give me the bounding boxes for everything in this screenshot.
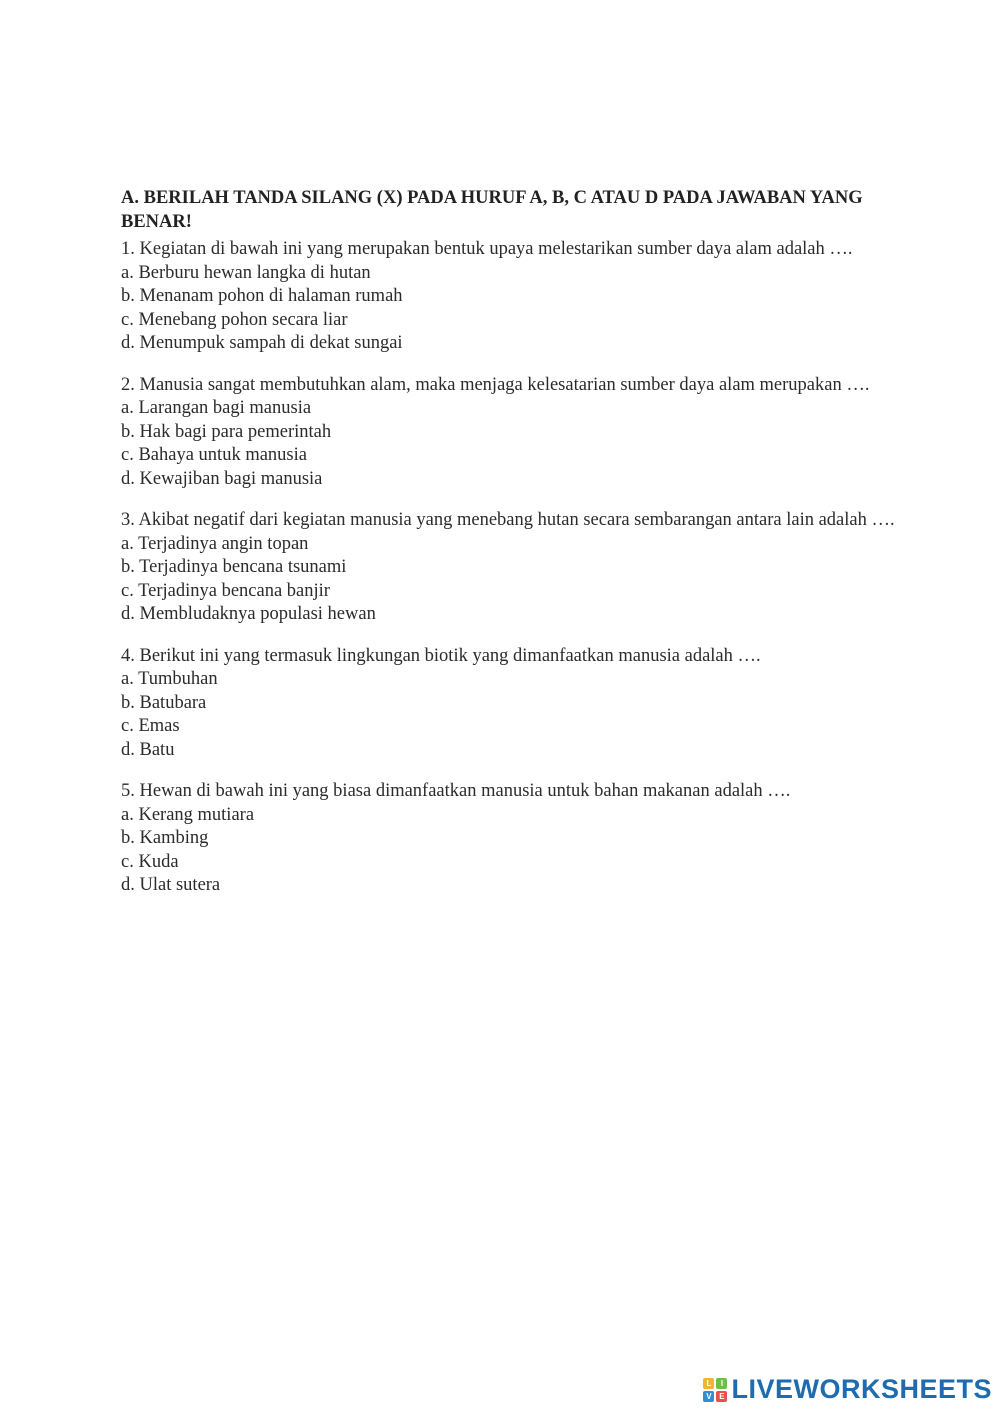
logo-tile: I <box>716 1378 727 1389</box>
question-text: 3. Akibat negatif dari kegiatan manusia yang menebang hutan secara sembarangan antara lain adalah …. <box>121 510 895 530</box>
logo-tile: V <box>703 1391 714 1402</box>
option-c[interactable]: c. Emas <box>121 716 180 736</box>
question-5 <box>121 780 901 898</box>
options-list <box>121 397 901 491</box>
option-c[interactable]: c. Bahaya untuk manusia <box>121 445 307 465</box>
options-list <box>121 533 901 627</box>
section-heading: A. BERILAH TANDA SILANG (X) PADA HURUF A, B, C ATAU D PADA JAWABAN YANG BENAR! <box>121 188 863 232</box>
logo-tile: E <box>716 1391 727 1402</box>
option-c[interactable]: c. Menebang pohon secara liar <box>121 309 348 330</box>
option-d[interactable]: d. Membludaknya populasi hewan <box>121 604 376 624</box>
options-list <box>121 668 901 762</box>
question-4 <box>121 645 901 763</box>
brand-name: LIVEWORKSHEETS <box>731 1374 992 1404</box>
option-d[interactable]: d. Batu <box>121 739 175 760</box>
question-text: 5. Hewan di bawah ini yang biasa dimanfaatkan manusia untuk bahan makanan adalah …. <box>121 781 791 801</box>
option-a[interactable]: a. Terjadinya angin topan <box>121 533 309 554</box>
logo-tile: L <box>703 1378 714 1389</box>
options-list <box>121 804 901 898</box>
question-text: 4. Berikut ini yang termasuk lingkungan biotik yang dimanfaatkan manusia adalah …. <box>121 645 761 666</box>
option-d[interactable]: d. Ulat sutera <box>121 875 221 895</box>
option-b[interactable]: b. Hak bagi para pemerintah <box>121 421 332 442</box>
question-text: 2. Manusia sangat membutuhkan alam, maka menjaga kelesatarian sumber daya alam merupakan …. <box>121 374 870 395</box>
worksheet <box>121 186 901 916</box>
option-a[interactable]: a. Kerang mutiara <box>121 804 255 825</box>
question-1 <box>121 238 901 356</box>
option-a[interactable]: a. Tumbuhan <box>121 669 218 689</box>
option-b[interactable]: b. Menanam pohon di halaman rumah <box>121 286 403 306</box>
question-3 <box>121 509 901 627</box>
question-text: 1. Kegiatan di bawah ini yang merupakan bentuk upaya melestarikan sumber daya alam adalah …. <box>121 239 853 259</box>
logo-icon <box>703 1378 727 1402</box>
option-a[interactable]: a. Berburu hewan langka di hutan <box>121 262 371 283</box>
option-c[interactable]: c. Terjadinya bencana banjir <box>121 580 330 601</box>
options-list <box>121 262 901 356</box>
option-b[interactable]: b. Terjadinya bencana tsunami <box>121 557 347 577</box>
option-b[interactable]: b. Kambing <box>121 828 209 848</box>
option-d[interactable]: d. Kewajiban bagi manusia <box>121 468 323 489</box>
option-d[interactable]: d. Menumpuk sampah di dekat sungai <box>121 333 403 353</box>
question-2 <box>121 374 901 492</box>
option-b[interactable]: b. Batubara <box>121 692 207 713</box>
option-a[interactable]: a. Larangan bagi manusia <box>121 398 312 418</box>
liveworksheets-logo[interactable] <box>703 1374 992 1405</box>
option-c[interactable]: c. Kuda <box>121 851 179 872</box>
